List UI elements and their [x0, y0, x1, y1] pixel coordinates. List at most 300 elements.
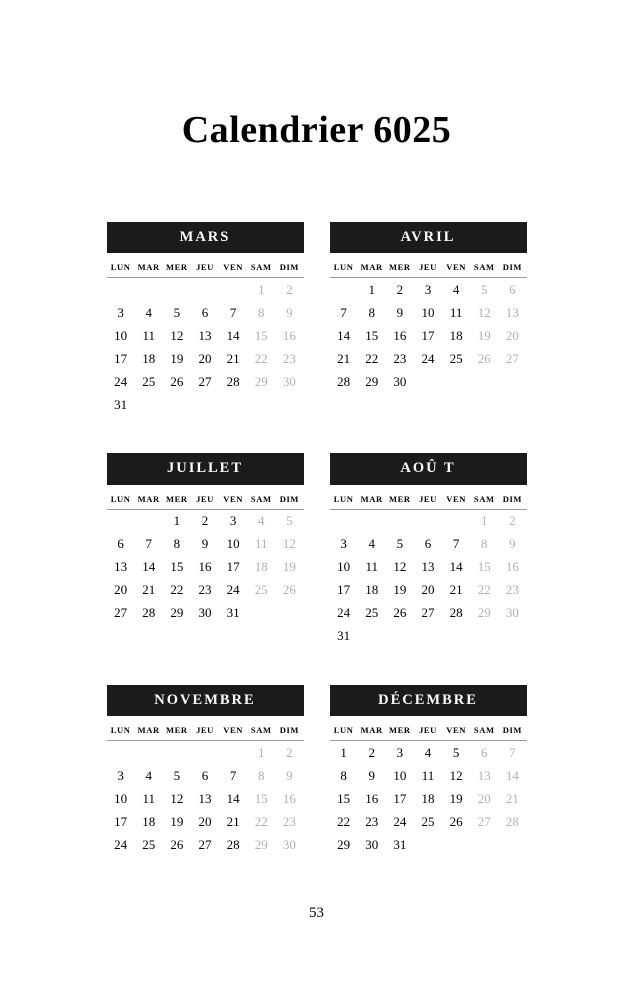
day-cell: 23	[282, 813, 296, 829]
weekday-header: JEU	[191, 722, 219, 741]
day-cell: 24	[337, 605, 351, 621]
day-cell-empty	[498, 833, 526, 856]
week-row	[330, 602, 527, 625]
day-cell: 25	[365, 605, 379, 621]
day-cell: 30	[393, 373, 407, 389]
day-cell-empty	[163, 741, 191, 765]
week-row	[330, 370, 527, 393]
day-cell: 13	[198, 790, 212, 806]
day-cell-empty	[442, 509, 470, 533]
day-cell: 28	[449, 605, 463, 621]
weekday-header: DIM	[498, 259, 526, 278]
day-cell: 11	[449, 304, 463, 320]
week-row	[330, 810, 527, 833]
day-cell: 6	[481, 744, 488, 760]
day-cell: 25	[142, 836, 156, 852]
weekday-header: LUN	[330, 259, 358, 278]
day-cell: 2	[201, 513, 209, 529]
month-block	[330, 453, 527, 647]
day-cell-empty	[247, 393, 275, 416]
day-cell: 20	[198, 813, 212, 829]
week-row	[107, 393, 304, 416]
day-cell: 1	[481, 513, 488, 529]
day-cell-empty	[470, 370, 498, 393]
weekday-header: LUN	[330, 722, 358, 741]
weekday-header: LUN	[107, 491, 135, 510]
day-cell: 8	[173, 536, 181, 552]
day-cell: 1	[340, 744, 347, 760]
day-cell-empty	[135, 509, 163, 533]
day-cell: 2	[509, 513, 516, 529]
day-cell: 2	[368, 744, 375, 760]
day-cell: 9	[509, 536, 516, 552]
day-cell-empty	[414, 833, 442, 856]
week-row	[330, 278, 527, 302]
day-cell: 4	[145, 304, 152, 320]
week-row	[107, 301, 304, 324]
day-cell-empty	[442, 833, 470, 856]
weekday-header: DIM	[498, 722, 526, 741]
day-cell: 10	[421, 304, 435, 320]
day-cell: 3	[424, 281, 432, 297]
day-cell: 31	[114, 396, 128, 412]
month-table	[330, 722, 527, 856]
day-cell: 6	[201, 767, 209, 783]
weekday-header: SAM	[470, 259, 498, 278]
day-cell: 21	[449, 582, 463, 598]
day-cell: 24	[114, 836, 128, 852]
day-cell: 26	[449, 813, 463, 829]
day-cell: 27	[505, 350, 519, 366]
day-cell: 27	[198, 373, 212, 389]
day-cell: 28	[337, 373, 351, 389]
day-cell: 8	[340, 767, 347, 783]
month-name: DÉCEMBRE	[330, 685, 527, 716]
day-cell: 8	[258, 304, 265, 320]
weekday-header: VEN	[442, 491, 470, 510]
weekday-header: VEN	[442, 722, 470, 741]
day-cell: 12	[170, 327, 184, 343]
weekday-header: MAR	[358, 259, 386, 278]
day-cell: 4	[424, 744, 432, 760]
day-cell: 21	[142, 582, 156, 598]
day-cell: 27	[477, 813, 491, 829]
week-row	[330, 301, 527, 324]
day-cell: 29	[477, 605, 491, 621]
day-cell: 29	[170, 605, 184, 621]
weekday-header: JEU	[414, 259, 442, 278]
day-cell: 27	[421, 605, 435, 621]
day-cell: 7	[340, 304, 347, 320]
day-cell: 22	[254, 350, 268, 366]
weekday-header: SAM	[470, 722, 498, 741]
day-cell: 23	[198, 582, 212, 598]
month-name: MARS	[107, 222, 304, 253]
day-cell: 12	[393, 559, 407, 575]
month-table	[107, 259, 304, 416]
week-row	[330, 347, 527, 370]
week-row	[107, 347, 304, 370]
day-cell-empty	[163, 393, 191, 416]
day-cell: 15	[365, 327, 379, 343]
month-block	[330, 222, 527, 416]
day-cell: 18	[254, 559, 268, 575]
day-cell: 2	[286, 281, 293, 297]
month-block	[330, 685, 527, 856]
weekday-header: MAR	[135, 491, 163, 510]
day-cell: 4	[258, 513, 265, 529]
weekday-header: SAM	[247, 722, 275, 741]
day-cell-empty	[358, 625, 386, 648]
day-cell: 16	[505, 559, 519, 575]
week-row	[107, 833, 304, 856]
day-cell: 18	[365, 582, 379, 598]
day-cell: 18	[142, 813, 156, 829]
day-cell: 22	[337, 813, 351, 829]
day-cell: 28	[142, 605, 156, 621]
day-cell: 15	[254, 327, 268, 343]
day-cell: 25	[449, 350, 463, 366]
month-name: NOVEMBRE	[107, 685, 304, 716]
week-row	[107, 556, 304, 579]
day-cell: 30	[282, 836, 296, 852]
day-cell: 7	[452, 536, 460, 552]
week-row	[330, 625, 527, 648]
weekday-header: MER	[163, 722, 191, 741]
day-cell-empty	[358, 509, 386, 533]
day-cell: 19	[393, 582, 407, 598]
weekday-header: DIM	[275, 722, 303, 741]
day-cell: 4	[145, 767, 152, 783]
day-cell-empty	[247, 602, 275, 625]
day-cell: 8	[258, 767, 265, 783]
day-cell: 13	[114, 559, 128, 575]
week-row	[330, 787, 527, 810]
day-cell: 14	[337, 327, 351, 343]
day-cell: 13	[198, 327, 212, 343]
day-cell: 16	[393, 327, 407, 343]
day-cell: 29	[365, 373, 379, 389]
weekday-header: SAM	[470, 491, 498, 510]
week-row	[330, 833, 527, 856]
day-cell: 17	[226, 559, 240, 575]
day-cell: 9	[286, 304, 293, 320]
day-cell: 3	[340, 536, 347, 552]
day-cell: 12	[477, 304, 491, 320]
day-cell: 13	[505, 304, 519, 320]
day-cell: 26	[170, 373, 184, 389]
day-cell: 8	[368, 304, 375, 320]
day-cell: 10	[114, 327, 128, 343]
day-cell: 20	[114, 582, 128, 598]
weekday-header-row	[107, 491, 304, 510]
day-cell: 3	[229, 513, 237, 529]
month-block	[107, 222, 304, 416]
day-cell: 3	[117, 767, 124, 783]
day-cell: 23	[505, 582, 519, 598]
day-cell: 16	[282, 327, 296, 343]
day-cell: 21	[505, 790, 519, 806]
day-cell: 1	[258, 744, 265, 760]
day-cell: 28	[505, 813, 519, 829]
day-cell: 1	[258, 281, 265, 297]
day-cell: 16	[365, 790, 379, 806]
day-cell-empty	[107, 509, 135, 533]
day-cell: 12	[170, 790, 184, 806]
weekday-header: MAR	[135, 722, 163, 741]
weekday-header: VEN	[219, 259, 247, 278]
day-cell: 5	[481, 281, 488, 297]
day-cell: 15	[477, 559, 491, 575]
day-cell: 19	[170, 350, 184, 366]
day-cell: 22	[365, 350, 379, 366]
day-cell-empty	[414, 625, 442, 648]
weekday-header-row	[330, 722, 527, 741]
weekday-header: VEN	[219, 722, 247, 741]
month-name: AVRIL	[330, 222, 527, 253]
day-cell: 25	[142, 373, 156, 389]
day-cell: 18	[142, 350, 156, 366]
weekday-header: MAR	[358, 722, 386, 741]
day-cell: 14	[449, 559, 463, 575]
month-table	[107, 491, 304, 625]
day-cell: 29	[254, 836, 268, 852]
week-row	[107, 509, 304, 533]
day-cell: 16	[282, 790, 296, 806]
day-cell: 11	[421, 767, 435, 783]
day-cell: 20	[477, 790, 491, 806]
weekday-header: LUN	[107, 722, 135, 741]
day-cell: 26	[282, 582, 296, 598]
day-cell: 10	[226, 536, 240, 552]
weekday-header: MER	[386, 491, 414, 510]
month-block	[107, 685, 304, 856]
day-cell-empty	[219, 278, 247, 302]
page-title: Calendrier 6025	[181, 109, 452, 151]
day-cell: 18	[449, 327, 463, 343]
week-row	[107, 764, 304, 787]
day-cell: 11	[365, 559, 378, 575]
day-cell-empty	[498, 370, 526, 393]
day-cell: 29	[337, 836, 351, 852]
weekday-header: DIM	[275, 491, 303, 510]
month-name: JUILLET	[107, 453, 304, 484]
day-cell: 9	[396, 304, 404, 320]
day-cell: 15	[337, 790, 351, 806]
day-cell: 10	[337, 559, 351, 575]
day-cell: 5	[173, 304, 181, 320]
day-cell: 27	[114, 605, 128, 621]
day-cell-empty	[470, 833, 498, 856]
day-cell: 23	[393, 350, 407, 366]
day-cell: 30	[282, 373, 296, 389]
day-cell: 23	[365, 813, 379, 829]
month-name: AOÛ T	[330, 453, 527, 484]
day-cell: 20	[421, 582, 435, 598]
day-cell-empty	[470, 625, 498, 648]
day-cell: 11	[142, 327, 155, 343]
week-row	[107, 533, 304, 556]
day-cell-empty	[191, 741, 219, 765]
day-cell: 1	[368, 281, 375, 297]
weekday-header-row	[330, 491, 527, 510]
weekday-header: DIM	[275, 259, 303, 278]
day-cell-empty	[442, 625, 470, 648]
day-cell: 22	[170, 582, 184, 598]
week-row	[107, 324, 304, 347]
weekday-header: MER	[386, 722, 414, 741]
day-cell: 16	[198, 559, 212, 575]
weekday-header: VEN	[219, 491, 247, 510]
week-row	[330, 741, 527, 765]
day-cell: 31	[393, 836, 407, 852]
week-row	[330, 764, 527, 787]
day-cell: 3	[117, 304, 124, 320]
day-cell-empty	[163, 278, 191, 302]
week-row	[330, 579, 527, 602]
day-cell: 17	[114, 350, 128, 366]
day-cell: 17	[114, 813, 128, 829]
day-cell: 5	[173, 767, 181, 783]
day-cell: 25	[254, 582, 268, 598]
day-cell-empty	[135, 278, 163, 302]
day-cell: 30	[198, 605, 212, 621]
week-row	[107, 741, 304, 765]
week-row	[330, 324, 527, 347]
weekday-header: MAR	[358, 491, 386, 510]
day-cell: 12	[282, 536, 296, 552]
day-cell: 22	[477, 582, 491, 598]
day-cell-empty	[498, 625, 526, 648]
month-table	[330, 259, 527, 393]
day-cell: 1	[173, 513, 181, 529]
day-cell: 13	[421, 559, 435, 575]
weekday-header-row	[330, 259, 527, 278]
week-row	[330, 533, 527, 556]
day-cell: 4	[452, 281, 460, 297]
day-cell: 30	[365, 836, 379, 852]
day-cell: 6	[117, 536, 124, 552]
day-cell: 24	[114, 373, 128, 389]
weekday-header: JEU	[191, 491, 219, 510]
day-cell: 24	[421, 350, 435, 366]
week-row	[330, 509, 527, 533]
day-cell: 12	[449, 767, 463, 783]
day-cell: 29	[254, 373, 268, 389]
day-cell-empty	[275, 393, 303, 416]
week-row	[107, 579, 304, 602]
day-cell: 8	[481, 536, 488, 552]
day-cell: 26	[393, 605, 407, 621]
day-cell: 2	[396, 281, 404, 297]
day-cell-empty	[219, 741, 247, 765]
day-cell-empty	[135, 741, 163, 765]
week-row	[107, 810, 304, 833]
week-row	[107, 278, 304, 302]
day-cell: 5	[396, 536, 404, 552]
month-block	[107, 453, 304, 647]
day-cell: 31	[226, 605, 240, 621]
day-cell: 26	[477, 350, 491, 366]
page-number: 53	[309, 905, 324, 921]
day-cell: 26	[170, 836, 184, 852]
weekday-header: DIM	[498, 491, 526, 510]
month-table	[330, 491, 527, 648]
day-cell: 23	[282, 350, 296, 366]
day-cell: 15	[254, 790, 268, 806]
day-cell: 6	[201, 304, 209, 320]
day-cell: 18	[421, 790, 435, 806]
day-cell: 5	[452, 744, 460, 760]
day-cell: 6	[424, 536, 432, 552]
day-cell-empty	[275, 602, 303, 625]
weekday-header: MER	[386, 259, 414, 278]
week-row	[107, 787, 304, 810]
day-cell: 20	[505, 327, 519, 343]
day-cell: 4	[368, 536, 375, 552]
day-cell: 25	[421, 813, 435, 829]
weekday-header: VEN	[442, 259, 470, 278]
day-cell-empty	[330, 509, 358, 533]
day-cell: 19	[170, 813, 184, 829]
day-cell: 6	[509, 281, 516, 297]
day-cell: 27	[198, 836, 212, 852]
weekday-header: MER	[163, 491, 191, 510]
day-cell: 2	[286, 744, 293, 760]
day-cell-empty	[219, 393, 247, 416]
weekday-header: JEU	[414, 491, 442, 510]
day-cell: 14	[142, 559, 156, 575]
month-table	[107, 722, 304, 856]
weekday-header: JEU	[414, 722, 442, 741]
weekday-header: LUN	[330, 491, 358, 510]
day-cell-empty	[330, 278, 358, 302]
day-cell-empty	[107, 741, 135, 765]
day-cell: 9	[368, 767, 375, 783]
day-cell: 11	[255, 536, 268, 552]
day-cell: 20	[198, 350, 212, 366]
day-cell: 24	[393, 813, 407, 829]
day-cell: 21	[226, 350, 240, 366]
day-cell: 21	[337, 350, 351, 366]
day-cell: 15	[170, 559, 184, 575]
day-cell-empty	[107, 278, 135, 302]
weekday-header: SAM	[247, 491, 275, 510]
day-cell: 5	[286, 513, 293, 529]
calendar-grid	[0, 222, 633, 856]
day-cell-empty	[386, 625, 414, 648]
day-cell: 19	[282, 559, 296, 575]
week-row	[107, 602, 304, 625]
day-cell-empty	[442, 370, 470, 393]
weekday-header-row	[107, 722, 304, 741]
week-row	[330, 556, 527, 579]
day-cell-empty	[414, 370, 442, 393]
day-cell: 17	[393, 790, 407, 806]
day-cell-empty	[191, 278, 219, 302]
day-cell: 17	[421, 327, 435, 343]
day-cell: 13	[477, 767, 491, 783]
day-cell: 21	[226, 813, 240, 829]
weekday-header: SAM	[247, 259, 275, 278]
day-cell: 22	[254, 813, 268, 829]
day-cell: 10	[393, 767, 407, 783]
day-cell: 28	[226, 836, 240, 852]
day-cell: 14	[226, 790, 240, 806]
day-cell: 28	[226, 373, 240, 389]
day-cell-empty	[191, 393, 219, 416]
day-cell: 10	[114, 790, 128, 806]
